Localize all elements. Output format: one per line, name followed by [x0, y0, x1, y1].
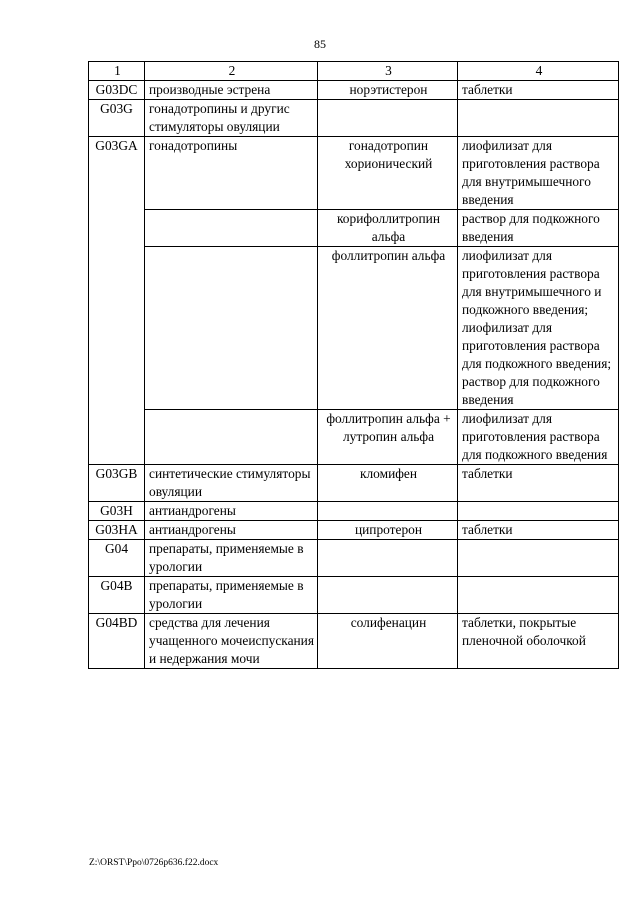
- group-cell: средства для лечения учащенного мочеиспускания и недержания мочи: [145, 614, 318, 669]
- group-cell: синтетические стимуляторы овуляции: [145, 465, 318, 502]
- table-row: [89, 81, 619, 100]
- table-header-row: [89, 62, 619, 81]
- form-cell: [458, 577, 619, 614]
- drug-cell: ципротерон: [318, 521, 458, 540]
- group-cell: гонадотропины: [145, 137, 318, 210]
- table-row: [89, 465, 619, 502]
- group-cell: [145, 247, 318, 410]
- table-row: [89, 521, 619, 540]
- group-cell: антиандрогены: [145, 502, 318, 521]
- form-cell: [458, 502, 619, 521]
- drug-cell: корифоллитропин альфа: [318, 210, 458, 247]
- table-row: [89, 502, 619, 521]
- file-path-footer: Z:\ORST\Ppo\0726p636.f22.docx: [89, 858, 219, 868]
- group-cell: препараты, применяемые в урологии: [145, 540, 318, 577]
- table-row: [89, 247, 619, 410]
- drug-cell: норэтистерон: [318, 81, 458, 100]
- header-cell: 4: [458, 62, 619, 81]
- form-cell: таблетки: [458, 521, 619, 540]
- atc-table: [88, 61, 619, 669]
- form-cell: лиофилизат для приготовления раствора для внутримышечного и подкожного введения; лиофилизат для приготовления раствора для подкожного введения; раствор для подкожного введения: [458, 247, 619, 410]
- form-cell: [458, 100, 619, 137]
- form-cell: лиофилизат для приготовления раствора для подкожного введения: [458, 410, 619, 465]
- code-cell: G04: [89, 540, 145, 577]
- drug-cell: [318, 577, 458, 614]
- drug-cell: фоллитропин альфа: [318, 247, 458, 410]
- drug-cell: кломифен: [318, 465, 458, 502]
- table-row: [89, 614, 619, 669]
- table-row: [89, 100, 619, 137]
- form-cell: таблетки: [458, 81, 619, 100]
- table-row: [89, 410, 619, 465]
- group-cell: препараты, применяемые в урологии: [145, 577, 318, 614]
- code-cell: G04B: [89, 577, 145, 614]
- drug-cell: [318, 502, 458, 521]
- code-cell: G04BD: [89, 614, 145, 669]
- table-row: [89, 137, 619, 210]
- code-cell: G03H: [89, 502, 145, 521]
- header-cell: 2: [145, 62, 318, 81]
- table-row: [89, 540, 619, 577]
- group-cell: [145, 410, 318, 465]
- code-cell: G03HA: [89, 521, 145, 540]
- drug-cell: фоллитропин альфа + лутропин альфа: [318, 410, 458, 465]
- code-cell: G03G: [89, 100, 145, 137]
- form-cell: таблетки: [458, 465, 619, 502]
- group-cell: производные эстрена: [145, 81, 318, 100]
- header-cell: 1: [89, 62, 145, 81]
- code-cell: G03GB: [89, 465, 145, 502]
- group-cell: [145, 210, 318, 247]
- page-number: 85: [314, 37, 326, 51]
- group-cell: гонадотропины и другис стимуляторы овуляции: [145, 100, 318, 137]
- form-cell: [458, 540, 619, 577]
- form-cell: таблетки, покрытые пленочной оболочкой: [458, 614, 619, 669]
- code-cell: G03DC: [89, 81, 145, 100]
- form-cell: раствор для подкожного введения: [458, 210, 619, 247]
- form-cell: лиофилизат для приготовления раствора для внутримышечного введения: [458, 137, 619, 210]
- drug-cell: солифенацин: [318, 614, 458, 669]
- drug-cell: [318, 100, 458, 137]
- header-cell: 3: [318, 62, 458, 81]
- group-cell: антиандрогены: [145, 521, 318, 540]
- table-row: [89, 577, 619, 614]
- drug-cell: гонадотропин хорионический: [318, 137, 458, 210]
- drug-cell: [318, 540, 458, 577]
- table-row: [89, 210, 619, 247]
- code-cell: G03GA: [89, 137, 145, 465]
